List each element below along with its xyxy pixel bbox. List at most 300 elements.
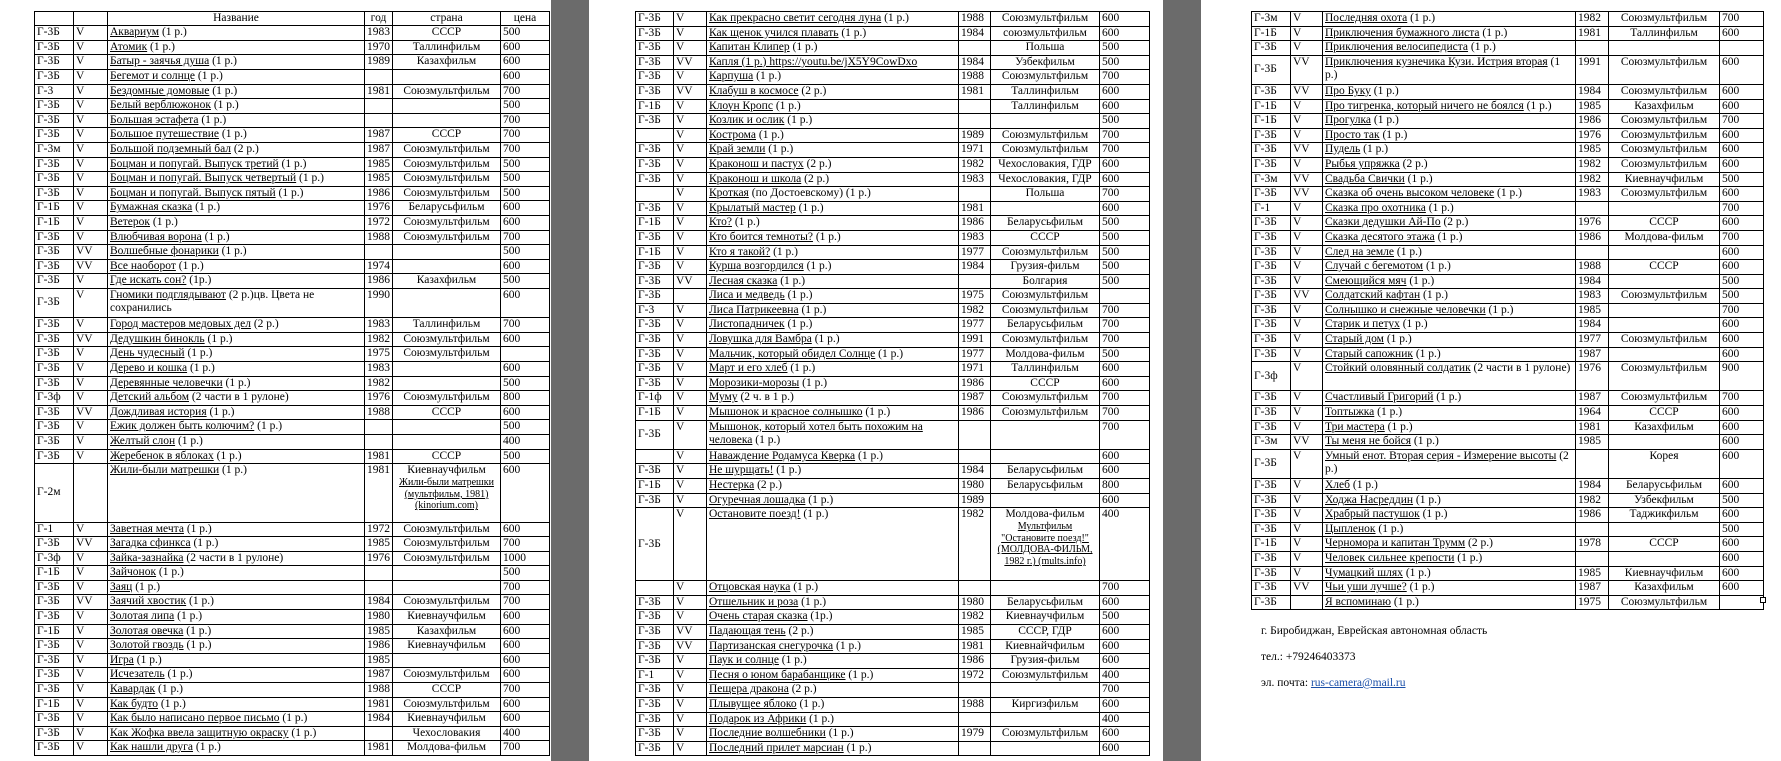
title-link[interactable]: Не шурщать! <box>709 464 774 477</box>
cell-quality <box>1291 479 1323 494</box>
title-link[interactable]: Большая эстафета <box>110 113 199 126</box>
cell-code <box>35 566 74 581</box>
title-link[interactable]: Последний прилет марсиан <box>709 741 844 754</box>
cell-quality-text: V <box>76 376 85 389</box>
title-link[interactable]: Все наоборот <box>110 259 176 272</box>
cell-quality <box>74 259 108 274</box>
title-link[interactable]: Старый сапожник <box>1325 347 1413 360</box>
cell-code-text: Г-3Б <box>1254 457 1277 470</box>
title-link[interactable]: Край земли <box>709 143 766 156</box>
title-link[interactable]: Кто боится темноты? <box>709 230 813 243</box>
title-link[interactable]: Зайчонок <box>110 566 157 579</box>
title-link[interactable]: Приключения кузнечика Кузи. Истрия вторая <box>1325 55 1548 68</box>
cell-year <box>959 420 991 449</box>
title-link[interactable]: Клоун Кропс <box>709 99 773 112</box>
cell-price <box>1100 668 1150 683</box>
title-suffix: (1 р.) <box>150 216 178 229</box>
title-suffix: (1 р.) <box>155 683 183 696</box>
cell-code <box>35 99 74 114</box>
title-link[interactable]: Игра <box>110 653 134 666</box>
title-link[interactable]: Про тигренка, который ничего не боялся <box>1325 99 1524 112</box>
title-link[interactable]: Ходжа Насреддин <box>1325 493 1414 506</box>
title-link[interactable]: Аквариум <box>110 26 160 39</box>
title-link[interactable]: Случай с бегемотом <box>1325 260 1424 273</box>
title-link[interactable]: Морозики-морозы <box>709 376 800 389</box>
title-link[interactable]: Кострома <box>709 128 756 141</box>
cell-country <box>1609 435 1720 450</box>
cell-title <box>707 274 959 289</box>
title-link[interactable]: Рыбья упряжка <box>1325 157 1400 170</box>
title-link[interactable]: Свадьба Свички <box>1325 172 1405 185</box>
title-link[interactable]: Нестерка <box>709 479 755 491</box>
title-link[interactable]: Отцовская наука <box>709 581 791 594</box>
table-row <box>1252 347 1764 362</box>
title-link[interactable]: Дождливая история <box>110 405 207 418</box>
cell-country <box>991 654 1100 669</box>
cell-country <box>393 332 501 347</box>
cell-country-text: Союзмультфильм <box>403 157 490 170</box>
cell-year <box>959 260 991 275</box>
cell-price-text: 700 <box>503 84 521 97</box>
cell-country-text: Беларусьфильм <box>1006 318 1084 331</box>
title-link[interactable]: Листопадничек <box>709 318 785 331</box>
cell-year <box>365 551 393 566</box>
cell-code-text: Г-3 <box>37 84 54 97</box>
title-link[interactable]: Наваждение Родамуса Кверка <box>709 449 856 462</box>
title-link[interactable]: Человек сильнее крепости <box>1325 551 1455 564</box>
cell-title <box>707 727 959 742</box>
title-suffix: (1 р.) <box>183 639 212 652</box>
title-link[interactable]: Чьи уши лучше? <box>1325 581 1407 594</box>
title-link[interactable]: Как нашли друга <box>110 741 193 754</box>
table-row <box>35 624 550 639</box>
cell-country <box>1609 449 1720 478</box>
title-suffix: (1 р.) <box>278 157 307 170</box>
cell-price-text: 700 <box>1102 420 1120 433</box>
title-link[interactable]: Как щенок учился плавать <box>709 26 839 39</box>
cell-country <box>393 347 501 362</box>
cell-price <box>1100 70 1150 85</box>
table-row <box>636 70 1150 85</box>
title-link[interactable]: Старик и петух <box>1325 318 1400 331</box>
title-suffix: (1 р.) <box>1412 347 1441 360</box>
cell-country <box>991 84 1100 99</box>
title-link[interactable]: Последняя охота <box>1325 12 1408 24</box>
cell-title <box>1323 333 1576 348</box>
cell-quality <box>74 143 108 158</box>
cell-quality-text: V <box>1293 26 1302 39</box>
title-link[interactable]: Бегемот и солнце <box>110 70 196 83</box>
cell-price-text: 500 <box>1722 172 1740 185</box>
cell-quality-text: V <box>676 333 685 346</box>
cell-code <box>636 479 674 494</box>
cell-title <box>108 726 365 741</box>
title-link[interactable]: Паук и солнце <box>709 654 779 667</box>
title-link[interactable]: Краконош и школа <box>709 172 802 185</box>
cell-code-text: Г-3Б <box>37 230 60 243</box>
title-link[interactable]: Заяц <box>110 580 133 593</box>
title-link[interactable]: Про Буку <box>1325 84 1371 97</box>
title-suffix: (1 р.) <box>1325 55 1561 82</box>
cell-quality-text: V <box>1293 230 1302 243</box>
title-link[interactable]: Белый верблюжонок <box>110 99 211 112</box>
cell-country <box>1609 84 1720 99</box>
cell-quality <box>674 245 707 260</box>
table-row <box>35 157 550 172</box>
title-link[interactable]: Лиса и медведь <box>709 289 785 302</box>
title-link[interactable]: Деревянные человечки <box>110 376 223 389</box>
cell-code-text: Г-3Б <box>37 726 60 739</box>
title-suffix: (2 р.) <box>788 683 817 696</box>
cell-year <box>1576 493 1609 508</box>
cell-code <box>636 41 674 56</box>
cell-price-text: 600 <box>1722 26 1740 39</box>
title-link[interactable]: Крылатый мастер <box>709 201 796 214</box>
table-row <box>35 201 550 216</box>
title-link[interactable]: Мышонок и красное солнышко <box>709 406 863 419</box>
title-link[interactable]: Заветная мечта <box>110 522 184 535</box>
title-link[interactable]: Стойкий оловянный солдатик <box>1325 362 1471 375</box>
table-row <box>636 449 1150 464</box>
title-link[interactable]: Козлик и ослик <box>709 114 785 127</box>
title-link[interactable]: Лесная сказка <box>709 274 778 287</box>
cell-price-text: 700 <box>1102 318 1120 331</box>
cell-price <box>1720 522 1764 537</box>
contact-email-link[interactable]: rus-camera@mail.ru <box>1310 677 1406 689</box>
cell-country-text: Грузия-фильм <box>1010 260 1080 273</box>
title-link[interactable]: Краконош и пастух <box>709 157 804 170</box>
title-link[interactable]: Прогулка <box>1325 114 1372 127</box>
title-suffix: (1 р.) <box>279 712 308 725</box>
title-link[interactable]: Март и его хлеб <box>709 362 788 375</box>
cell-country <box>1609 479 1720 494</box>
title-link[interactable]: Бумажная сказка <box>110 201 193 214</box>
title-link[interactable]: Сказка про охотника <box>1325 201 1426 214</box>
cell-code-text: Г-3Б <box>37 55 60 68</box>
cell-quality <box>674 697 707 712</box>
cell-country <box>991 741 1100 756</box>
title-link[interactable]: Остановите поезд! <box>709 508 801 521</box>
cell-year <box>959 493 991 508</box>
cell-code-text: Г-3Б <box>1254 347 1277 360</box>
title-link[interactable]: Падающая тень <box>709 624 786 637</box>
cell-year <box>1576 347 1609 362</box>
cell-title <box>1323 12 1576 27</box>
title-suffix: (1 р.) <box>1494 187 1522 200</box>
title-link[interactable]: Жеребенок в яблоках <box>110 449 214 462</box>
title-link[interactable]: Храбрый пастушок <box>1325 508 1420 521</box>
cell-code-text: Г-3Б <box>1254 318 1277 331</box>
title-link[interactable]: Цыпленок <box>1325 522 1376 535</box>
title-link[interactable]: Солнышко и снежные человечки <box>1325 303 1486 316</box>
cell-year-text: 1986 <box>961 654 984 667</box>
cell-price-text: 600 <box>1102 12 1120 24</box>
title-link[interactable]: След на земле <box>1325 245 1394 258</box>
cell-title <box>108 70 365 85</box>
cell-price <box>1720 55 1764 84</box>
table-row <box>35 55 550 70</box>
cell-title <box>707 508 959 581</box>
title-link[interactable]: Кавардак <box>110 683 156 696</box>
title-link[interactable]: Золотая овечка <box>110 624 184 637</box>
cell-year <box>1576 581 1609 596</box>
title-link[interactable]: Город мастеров медовых дел <box>110 318 251 331</box>
title-link[interactable]: Мышонок, который хотел быть похожим на человека <box>709 420 923 446</box>
title-link[interactable]: Клабуш в космосе <box>709 84 799 97</box>
cell-price-text: 600 <box>1102 654 1120 667</box>
title-link[interactable]: Я вспоминаю <box>1325 595 1391 608</box>
cell-year-text: 1989 <box>367 55 390 68</box>
cell-country <box>991 26 1100 41</box>
title-link[interactable]: Курша возгордился <box>709 260 804 273</box>
cell-country-text: СССР <box>1649 260 1679 273</box>
cell-quality-text: V <box>676 41 685 54</box>
cell-quality <box>674 41 707 56</box>
cell-price-text: 700 <box>503 318 521 331</box>
title-link[interactable]: Большое путешествие <box>110 128 220 141</box>
title-link[interactable]: Песня о юном барабанщике <box>709 668 846 681</box>
cell-code <box>636 157 674 172</box>
cell-code <box>35 347 74 362</box>
cell-year-text: 1977 <box>961 318 984 331</box>
title-link[interactable]: Боцман и попугай. Выпуск третий <box>110 157 279 170</box>
cell-country-text: Союзмультфильм <box>1001 289 1089 302</box>
title-link[interactable]: Сказка десятого этажа <box>1325 230 1435 243</box>
cell-code <box>1252 362 1291 391</box>
title-suffix: (1 р.) <box>1371 114 1399 127</box>
header-country: страна <box>393 12 501 26</box>
cell-quality-text: V <box>76 113 85 126</box>
cell-quality-text: V <box>1293 201 1302 214</box>
cell-year <box>959 668 991 683</box>
title-link[interactable]: Чумацкий шлях <box>1325 566 1403 579</box>
title-link[interactable]: Жили-были матрешки <box>110 464 220 477</box>
cell-price <box>1720 245 1764 260</box>
title-suffix: (1 р.) <box>213 449 242 462</box>
title-link[interactable]: Подарок из Африки <box>709 712 807 725</box>
title-link[interactable]: Отшельник и роза <box>709 595 799 608</box>
source-link[interactable]: Мультфильм "Остановите поезд!" (МОЛДОВА-ФИЛЬМ, 1982 г.) (mults.info) <box>997 521 1093 567</box>
title-link[interactable]: Приключения велосипедиста <box>1325 41 1469 54</box>
cell-code-text: Г-3м <box>1254 172 1278 185</box>
cell-year <box>365 288 393 317</box>
cell-title <box>707 376 959 391</box>
cell-year-text: 1976 <box>1578 128 1601 141</box>
title-link[interactable]: Карпуша <box>709 70 754 83</box>
page-gutter-1 <box>551 0 589 761</box>
cell-quality-text: V <box>676 230 685 243</box>
cell-year <box>1576 143 1609 158</box>
title-link[interactable]: Кто? <box>709 216 732 229</box>
cell-price-text: 1000 <box>503 551 526 564</box>
cell-title <box>108 274 365 289</box>
title-link[interactable]: Кроткая <box>709 187 749 200</box>
cell-quality-text: V <box>676 187 685 200</box>
cell-price <box>1720 406 1764 421</box>
title-link[interactable]: Атомик <box>110 40 148 53</box>
cell-year <box>365 537 393 552</box>
title-link[interactable]: Капля (1 р.) https://youtu.be/jX5Y9CowDxo <box>709 55 918 68</box>
title-suffix: (1 р.) <box>838 26 867 39</box>
title-link[interactable]: Последние волшебники <box>709 727 826 740</box>
cell-quality-text: VV <box>76 332 93 345</box>
title-link[interactable]: Хлеб <box>1325 479 1350 491</box>
cell-title <box>108 697 365 712</box>
title-link[interactable]: Ловушка для Вамбра <box>709 333 812 346</box>
header-year: год <box>365 12 393 26</box>
cell-code-text: Г-3Б <box>37 99 60 112</box>
title-link[interactable]: Муму <box>709 391 738 404</box>
table-row <box>1252 26 1764 41</box>
title-link[interactable]: Заячий хвостик <box>110 595 187 608</box>
title-link[interactable]: Черномора и капитан Трумм <box>1325 537 1466 550</box>
cell-year-text: 1979 <box>961 727 984 740</box>
title-link[interactable]: Как будто <box>110 697 158 710</box>
cell-year <box>959 406 991 421</box>
title-link[interactable]: Ежик должен быть колючим? <box>110 420 255 433</box>
cell-year-text: 1987 <box>1578 581 1601 594</box>
title-link[interactable]: Счастливый Григорий <box>1325 391 1434 404</box>
title-link[interactable]: Зайка-зазнайка <box>110 551 184 564</box>
cell-title <box>1323 537 1576 552</box>
title-link[interactable]: Боцман и попугай. Выпуск четвертый <box>110 172 297 185</box>
source-link[interactable]: Жили-были матрешки (мультфильм, 1981) (kinorium.com) <box>399 477 494 512</box>
cell-year-text: 1986 <box>961 406 984 419</box>
title-suffix: (1 р.) <box>1425 201 1454 214</box>
cell-country-text: СССР <box>1649 406 1679 419</box>
title-link[interactable]: Как прекрасно светит сегодня луна <box>709 12 882 24</box>
title-link[interactable]: Пудель <box>1325 143 1361 156</box>
title-suffix: (2 части в 1 рулоне) <box>188 391 289 404</box>
cell-quality-text: VV <box>76 405 93 418</box>
cell-year-text: 1991 <box>961 333 984 346</box>
title-link[interactable]: Сказка об очень высоком человеке <box>1325 187 1495 200</box>
cell-title <box>108 186 365 201</box>
cell-quality <box>74 610 108 625</box>
title-link[interactable]: Золотая липа <box>110 610 175 623</box>
cell-title <box>707 260 959 275</box>
cell-country-text: Союзмультфильм <box>1620 143 1708 156</box>
title-link[interactable]: Желтый слон <box>110 434 176 447</box>
title-link[interactable]: Как было написано первое письмо <box>110 712 280 725</box>
cell-year-text: 1982 <box>1578 157 1601 170</box>
table-row <box>636 406 1150 421</box>
cell-price <box>1720 143 1764 158</box>
title-link[interactable]: Ветерок <box>110 216 150 229</box>
title-link[interactable]: Золотой гвоздь <box>110 639 184 652</box>
title-link[interactable]: Три мастера <box>1325 420 1385 433</box>
cell-code <box>35 741 74 756</box>
cell-year <box>1576 230 1609 245</box>
cell-quality-text: VV <box>76 259 93 272</box>
title-link[interactable]: Смеющийся мяч <box>1325 274 1407 287</box>
title-link[interactable]: Топтыжка <box>1325 406 1375 419</box>
title-link[interactable]: Кто я такой? <box>709 245 771 258</box>
title-link[interactable]: Бездомные домовые <box>110 84 210 97</box>
cell-title <box>1323 303 1576 318</box>
title-link[interactable]: Загадка сфинкса <box>110 537 191 550</box>
cell-quality-text: V <box>1293 41 1302 54</box>
title-link[interactable]: Мальчик, который обидел Солнце <box>709 347 876 360</box>
cell-quality <box>74 230 108 245</box>
title-link[interactable]: Большой подземный бал <box>110 143 232 156</box>
title-link[interactable]: Сказки дедушки Ай-По <box>1325 216 1441 229</box>
title-link[interactable]: Исчезатель <box>110 668 165 681</box>
title-link[interactable]: Ты меня не бойся <box>1325 435 1412 448</box>
title-link[interactable]: Как Жофка ввела защитную окраску <box>110 726 289 739</box>
cell-price-text: 500 <box>1102 610 1120 623</box>
cell-year-text: 1981 <box>367 464 390 477</box>
title-link[interactable]: Дерево и кошка <box>110 361 188 374</box>
cell-country <box>393 464 501 522</box>
cell-year <box>365 318 393 333</box>
cell-price-text: 600 <box>1102 376 1120 389</box>
cell-title <box>108 84 365 99</box>
cell-quality <box>674 624 707 639</box>
cell-quality <box>74 186 108 201</box>
title-link[interactable]: Батыр - заячья душа <box>110 55 210 68</box>
title-link[interactable]: Гномики подглядывают <box>110 288 226 301</box>
title-link[interactable]: Старый дом <box>1325 333 1384 346</box>
cell-code-text: Г-3Б <box>1254 493 1277 506</box>
cell-year-text: 1984 <box>961 260 984 273</box>
title-link[interactable]: Приключения бумажного листа <box>1325 26 1480 39</box>
cell-price-text: 500 <box>503 26 521 39</box>
title-link[interactable]: Умный енот. Вторая серия - Измерение высоты <box>1325 449 1557 462</box>
title-link[interactable]: Очень старая сказка <box>709 610 808 623</box>
cell-quality-text: VV <box>676 55 693 68</box>
title-link[interactable]: Капитан Клипер <box>709 41 790 54</box>
title-link[interactable]: Лиса Патрикеевна <box>709 303 799 316</box>
title-link[interactable]: Огуречная лошадка <box>709 493 806 506</box>
title-link[interactable]: Где искать сон? <box>110 274 187 287</box>
title-link[interactable]: Пещера дракона <box>709 683 789 696</box>
title-link[interactable]: Дедушкин бинокль <box>110 332 205 345</box>
cell-quality <box>674 260 707 275</box>
cell-quality <box>74 172 108 187</box>
cell-code <box>1252 581 1291 596</box>
title-link[interactable]: Детский альбом <box>110 391 189 404</box>
title-link[interactable]: Солдатский кафтан <box>1325 289 1421 302</box>
title-link[interactable]: Плывущее яблоко <box>709 697 797 710</box>
cell-title <box>1323 216 1576 231</box>
cell-price <box>501 712 550 727</box>
cell-country <box>1609 245 1720 260</box>
cell-price <box>501 128 550 143</box>
title-suffix: (1 р.) <box>833 639 861 652</box>
cell-title <box>108 580 365 595</box>
table-row <box>636 362 1150 377</box>
cell-price <box>1100 347 1150 362</box>
cell-title <box>108 434 365 449</box>
cell-year-text: 1983 <box>961 230 984 243</box>
cell-price <box>1720 551 1764 566</box>
table-resize-handle[interactable] <box>1760 597 1766 603</box>
cell-quality-text: V <box>676 201 685 214</box>
cell-code-text: Г-3Б <box>638 114 661 127</box>
title-link[interactable]: Просто так <box>1325 128 1380 141</box>
table-row <box>636 26 1150 41</box>
title-link[interactable]: Волшебные фонарики <box>110 245 219 258</box>
title-suffix: (1 р.) <box>1434 230 1463 243</box>
title-link[interactable]: День чудесный <box>110 347 185 360</box>
cell-quality <box>74 347 108 362</box>
title-link[interactable]: Партизанская снегурочка <box>709 639 834 652</box>
title-link[interactable]: Боцман и попугай. Выпуск пятый <box>110 186 276 199</box>
cell-year <box>1576 551 1609 566</box>
cell-quality <box>1291 449 1323 478</box>
title-link[interactable]: Влюбчивая ворона <box>110 230 202 243</box>
